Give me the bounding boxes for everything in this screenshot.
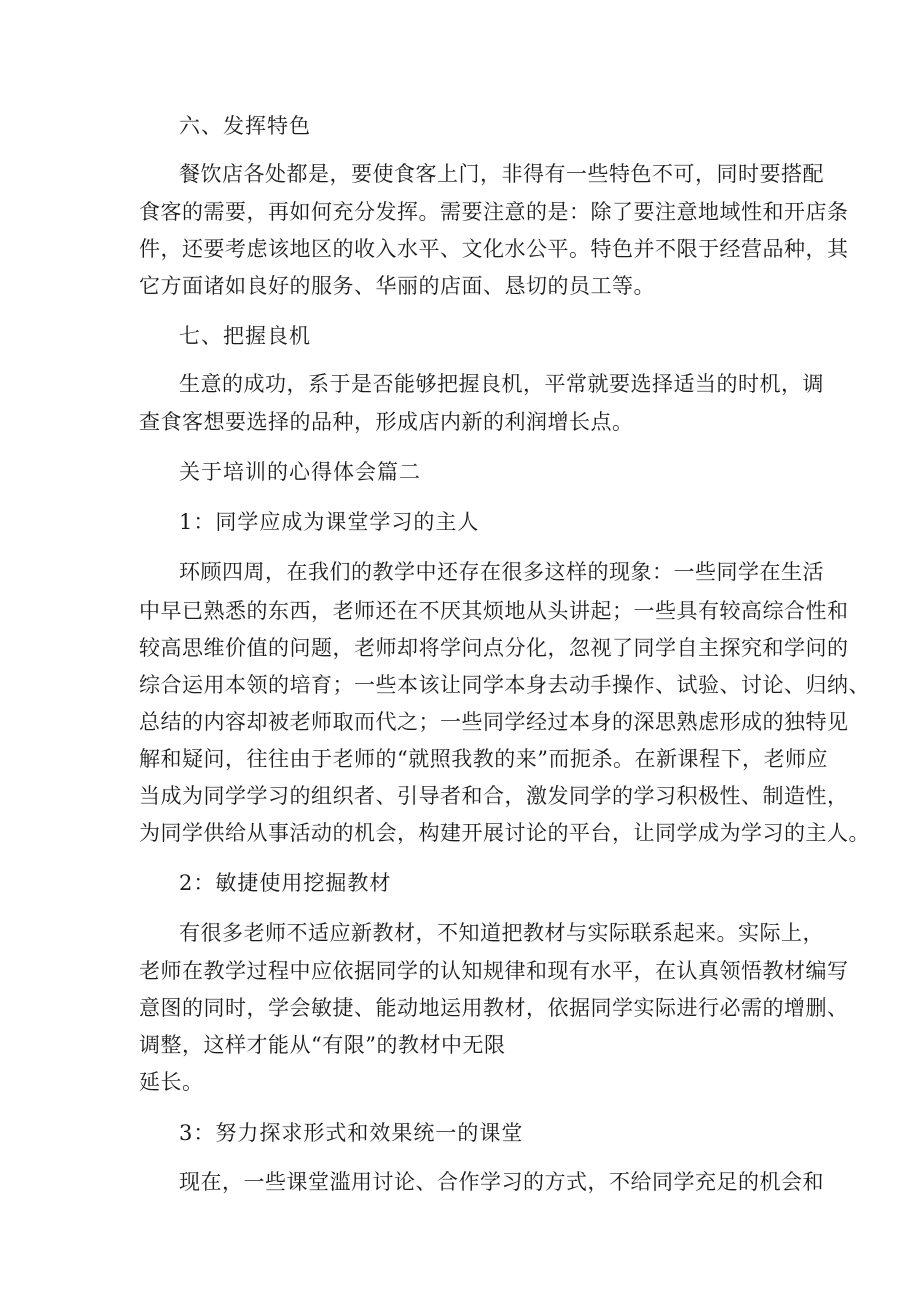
paragraph-line: 延长。 <box>139 1070 204 1094</box>
paragraph-line: 餐饮店各处都是，要使食客上门，非得有一些特色不可，同时要搭配 <box>179 162 824 186</box>
paragraph-line: 生意的成功，系于是否能够把握良机，平常就要选择适当的时机，调 <box>179 372 824 396</box>
paragraph-line: 环顾四周，在我们的教学中还存在很多这样的现象：一些同学在生活 <box>179 560 824 584</box>
paragraph-line: 为同学供给从事活动的机会，构建开展讨论的平台，让同学成为学习的主人。 <box>139 821 870 845</box>
point-2-heading: 2：敏捷使用挖掘教材 <box>179 871 392 895</box>
paragraph-line: 老师在教学过程中应依据同学的认知规律和现有水平，在认真领悟教材编写 <box>139 959 849 983</box>
section-7-heading: 七、把握良机 <box>179 324 311 348</box>
point-3-heading: 3：努力探求形式和效果统一的课堂 <box>179 1121 524 1145</box>
paragraph-line: 调整，这样才能从“有限”的教材中无限 <box>139 1033 506 1057</box>
point-1-heading: 1：同学应成为课堂学习的主人 <box>179 510 480 534</box>
paragraph-line: 解和疑问，往往由于老师的“就照我教的来”而扼杀。在新课程下，老师应 <box>139 747 828 771</box>
paragraph-line: 有很多老师不适应新教材，不知道把教材与实际联系起来。实际上， <box>179 921 824 945</box>
paragraph-line: 现在，一些课堂滥用讨论、合作学习的方式，不给同学充足的机会和 <box>179 1170 824 1194</box>
paragraph-line: 食客的需要，再如何充分发挥。需要注意的是：除了要注意地域性和开店条 <box>139 200 849 224</box>
paragraph-line: 查食客想要选择的品种，形成店内新的利润增长点。 <box>139 410 634 434</box>
paragraph-line: 当成为同学学习的组织者、引导者和合，激发同学的学习积极性、制造性， <box>139 784 849 808</box>
paragraph-line: 较高思维价值的问题，老师却将学问点分化，忽视了同学自主探究和学问的 <box>139 636 849 660</box>
paragraph-line: 它方面诸如良好的服务、华丽的店面、恳切的员工等。 <box>139 274 655 298</box>
paragraph-line: 件，还要考虑该地区的收入水平、文化水公平。特色并不限于经营品种，其 <box>139 237 849 261</box>
paragraph-line: 中早已熟悉的东西，老师还在不厌其烦地从头讲起；一些具有较高综合性和 <box>139 599 849 623</box>
section-6-heading: 六、发挥特色 <box>179 114 311 138</box>
paragraph-line: 综合运用本领的培育；一些本该让同学本身去动手操作、试验、讨论、归纳、 <box>139 673 870 697</box>
part-2-title: 关于培训的心得体会篇二 <box>179 460 421 484</box>
paragraph-line: 意图的同时，学会敏捷、能动地运用教材，依据同学实际进行必需的增删、 <box>139 996 849 1020</box>
paragraph-line: 总结的内容却被老师取而代之；一些同学经过本身的深思熟虑形成的独特见 <box>139 710 849 734</box>
